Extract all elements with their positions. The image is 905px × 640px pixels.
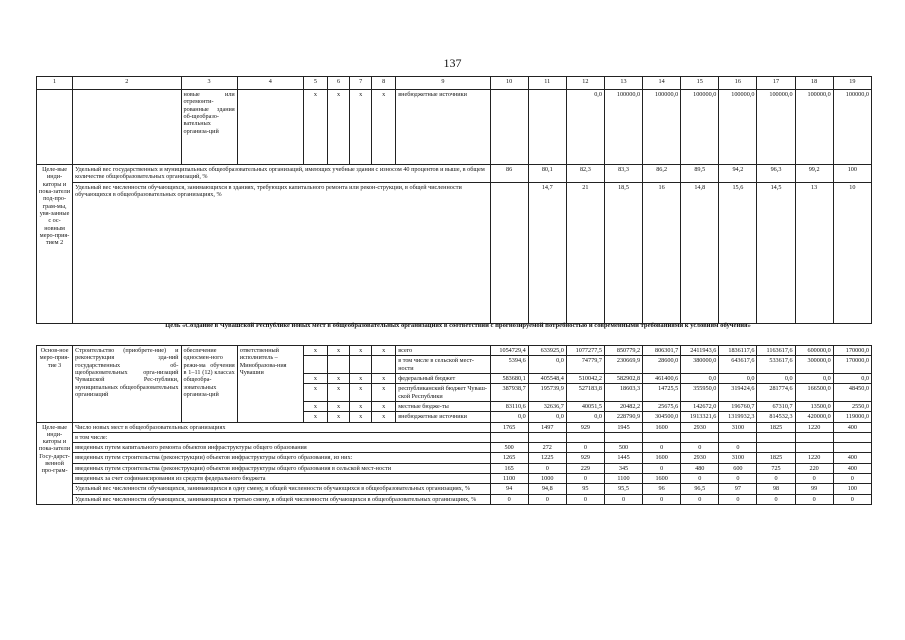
value-cell: 0,0 xyxy=(490,412,528,422)
column-number: 12 xyxy=(566,77,604,90)
value-cell: 1077277,5 xyxy=(566,346,604,356)
value-cell: 16 xyxy=(643,182,681,323)
funding-source: внебюджетные источники xyxy=(396,412,490,422)
value-cell xyxy=(490,90,528,165)
value-cell: 2550,0 xyxy=(833,401,871,411)
value-cell: 0,0 xyxy=(528,356,566,374)
funding-source: внебюджетные источники xyxy=(396,90,490,165)
value-cell: 533617,6 xyxy=(757,356,795,374)
mark-cell xyxy=(303,356,327,374)
funding-source: местные бюдже-ты xyxy=(396,401,490,411)
indicator-row xyxy=(37,443,872,453)
value-cell: 0,0 xyxy=(833,373,871,383)
value-cell: 99 xyxy=(795,484,833,494)
value-cell: 15,6 xyxy=(719,182,757,323)
column-number: 7 xyxy=(350,77,372,90)
value-cell: 0 xyxy=(681,474,719,484)
value-cell: 0 xyxy=(719,443,757,453)
value-cell: 2930 xyxy=(681,422,719,432)
value-cell: 500 xyxy=(490,443,528,453)
value-cell: 1600 xyxy=(643,422,681,432)
value-cell: 355950,0 xyxy=(681,384,719,402)
mark-cell: х xyxy=(350,373,372,383)
measure-row xyxy=(37,346,872,356)
value-cell: 461400,6 xyxy=(643,373,681,383)
value-cell: 850779,2 xyxy=(604,346,642,356)
value-cell: 0 xyxy=(566,474,604,484)
value-cell: 0 xyxy=(604,494,642,504)
column-number: 2 xyxy=(73,77,181,90)
indicators-label: Целе-вые инди-каторы и пока-затели Госу-дарст-венной про-грам- xyxy=(37,422,73,505)
column-number: 14 xyxy=(643,77,681,90)
mark-cell: х xyxy=(328,373,350,383)
value-cell: 582902,8 xyxy=(604,373,642,383)
value-cell: 583680,1 xyxy=(490,373,528,383)
value-cell: 13500,0 xyxy=(795,401,833,411)
value-cell: 400 xyxy=(833,453,871,463)
indicator-text: Число новых мест в общеобразовательных организациях xyxy=(73,422,490,432)
indicator-text: введенных путем строительства (реконструкции) объектов инфраструктуры общего образования в сельской мест-ности xyxy=(73,463,490,473)
value-cell: 100000,0 xyxy=(604,90,642,165)
value-cell: 165 xyxy=(490,463,528,473)
value-cell: 806301,7 xyxy=(643,346,681,356)
indicator-row xyxy=(37,432,872,442)
value-cell: 0,0 xyxy=(681,373,719,383)
value-cell xyxy=(795,443,833,453)
column-number: 10 xyxy=(490,77,528,90)
value-cell: 929 xyxy=(566,422,604,432)
value-cell: 1945 xyxy=(604,422,642,432)
indicator-text: Удельный вес численности обучающихся, занимающихся в зданиях, требующих капитального ремонта или рекон-струкции, в общей численности обучающихся в общеобразовательных организациях, % xyxy=(73,182,490,323)
funding-source: в том числе в сельской мест-ности xyxy=(396,356,490,374)
value-cell: 0,0 xyxy=(719,373,757,383)
value-cell: 0 xyxy=(643,443,681,453)
indicator-row xyxy=(37,484,872,494)
funding-source: республиканский бюджет Чуваш-ской Республики xyxy=(396,384,490,402)
indicator-row xyxy=(37,453,872,463)
value-cell: 96 xyxy=(643,484,681,494)
empty-cell xyxy=(37,90,73,165)
funding-source: федеральный бюджет xyxy=(396,373,490,383)
value-cell: 1600 xyxy=(643,474,681,484)
value-cell: 814532,3 xyxy=(757,412,795,422)
value-cell: 1600 xyxy=(643,453,681,463)
value-cell: 100000,0 xyxy=(643,90,681,165)
measure-name: Строительство (приобрете-ние) и реконструкция зда-ний государственных об-щеобразовательных орга-низаций Чувашской Рес-публики, муниципальных общеобразовательных организаций xyxy=(73,346,181,423)
column-number: 3 xyxy=(181,77,237,90)
value-cell: 95 xyxy=(566,484,604,494)
value-cell xyxy=(643,432,681,442)
value-cell: 67310,7 xyxy=(757,401,795,411)
value-cell: 405548,4 xyxy=(528,373,566,383)
table-row xyxy=(37,90,872,165)
value-cell: 1000 xyxy=(528,474,566,484)
goal-title: Цель «Создание в Чувашской Республике новых мест в общеобразовательных организациях в соответствии с прогнозируемой потребностью и современными требованиями к условиям обучения» xyxy=(165,322,751,329)
indicator-row xyxy=(37,463,872,473)
value-cell: 228790,9 xyxy=(604,412,642,422)
mark-cell: х xyxy=(372,412,396,422)
value-cell xyxy=(490,182,528,323)
value-cell: 1836117,6 xyxy=(719,346,757,356)
indicator-row xyxy=(37,165,872,183)
funding-source: всего xyxy=(396,346,490,356)
value-cell xyxy=(604,432,642,442)
column-number: 6 xyxy=(328,77,350,90)
value-cell: 633925,0 xyxy=(528,346,566,356)
value-cell xyxy=(490,432,528,442)
mark-cell: х xyxy=(350,346,372,356)
value-cell: 0 xyxy=(681,443,719,453)
value-cell: 0 xyxy=(719,494,757,504)
value-cell: 527183,8 xyxy=(566,384,604,402)
value-cell: 0 xyxy=(795,494,833,504)
value-cell: 0 xyxy=(719,474,757,484)
value-cell: 1497 xyxy=(528,422,566,432)
indicator-text: Удельный вес государственных и муниципальных общеобразовательных организаций, имеющих учебные здания с износом 40 процентов и выше, в общем количестве общеобразовательных организаций, % xyxy=(73,165,490,183)
value-cell: 929 xyxy=(566,453,604,463)
value-cell xyxy=(795,432,833,442)
value-cell: 0 xyxy=(681,494,719,504)
value-cell: 89,5 xyxy=(681,165,719,183)
value-cell: 1825 xyxy=(757,453,795,463)
value-cell: 1220 xyxy=(795,422,833,432)
indicator-text: введенных за счет софинансирования из средств федерального бюджета xyxy=(73,474,490,484)
indicator-row xyxy=(37,422,872,432)
value-cell: 10 xyxy=(833,182,871,323)
value-cell: 229 xyxy=(566,463,604,473)
value-cell: 1765 xyxy=(490,422,528,432)
value-cell: 0 xyxy=(643,494,681,504)
value-cell: 1265 xyxy=(490,453,528,463)
value-cell: 0 xyxy=(643,463,681,473)
value-cell xyxy=(528,432,566,442)
value-cell: 510042,2 xyxy=(566,373,604,383)
column-number: 11 xyxy=(528,77,566,90)
value-cell: 13 xyxy=(795,182,833,323)
value-cell: 387938,7 xyxy=(490,384,528,402)
value-cell: 196760,7 xyxy=(719,401,757,411)
value-cell xyxy=(681,432,719,442)
value-cell: 1100 xyxy=(490,474,528,484)
value-cell: 0 xyxy=(490,494,528,504)
mark-cell xyxy=(328,356,350,374)
column-number: 17 xyxy=(757,77,795,90)
mark-cell: х xyxy=(303,90,327,165)
value-cell: 0 xyxy=(528,463,566,473)
value-cell: 300000,0 xyxy=(795,356,833,374)
value-cell: 0 xyxy=(757,494,795,504)
value-cell: 400 xyxy=(833,422,871,432)
value-cell: 97 xyxy=(719,484,757,494)
value-cell xyxy=(833,443,871,453)
value-cell: 0,0 xyxy=(566,90,604,165)
mark-cell xyxy=(372,356,396,374)
value-cell: 80,1 xyxy=(528,165,566,183)
measure-label: Основ-ное меро-прия-тие 3 xyxy=(37,346,73,423)
column-number: 19 xyxy=(833,77,871,90)
indicator-text: в том числе: xyxy=(73,432,490,442)
value-cell: 142672,0 xyxy=(681,401,719,411)
value-cell: 345 xyxy=(604,463,642,473)
value-cell: 32636,7 xyxy=(528,401,566,411)
column-number: 18 xyxy=(795,77,833,90)
indicator-text: введенных путем строительства (реконструкции) объектов инфраструктуры общего образования, из них: xyxy=(73,453,490,463)
indicator-row xyxy=(37,494,872,504)
value-cell: 100 xyxy=(833,165,871,183)
value-cell: 195739,9 xyxy=(528,384,566,402)
column-number: 5 xyxy=(303,77,327,90)
responsible-executor: ответственный исполнитель – Минобразова-ния Чувашии xyxy=(237,346,303,423)
program-table-bottom xyxy=(36,345,872,505)
value-cell xyxy=(528,90,566,165)
value-cell: 18603,3 xyxy=(604,384,642,402)
indicator-row xyxy=(37,474,872,484)
value-cell: 272 xyxy=(528,443,566,453)
value-cell: 0 xyxy=(833,494,871,504)
value-cell: 3100 xyxy=(719,453,757,463)
value-cell: 0 xyxy=(833,474,871,484)
object-cell: новые или отремонти-рованные здания об-щеобразо-вательных организа-ций xyxy=(181,90,237,165)
value-cell: 1100 xyxy=(604,474,642,484)
value-cell: 0 xyxy=(795,474,833,484)
value-cell: 170000,0 xyxy=(833,346,871,356)
measure-result: обеспечение односмен-ного режи-ма обучения в 1–11 (12) классах общеобра-зовательных организа-ций xyxy=(181,346,237,423)
mark-cell: х xyxy=(303,401,327,411)
value-cell: 304500,0 xyxy=(643,412,681,422)
value-cell: 0,0 xyxy=(757,373,795,383)
value-cell: 18,5 xyxy=(604,182,642,323)
value-cell: 380000,0 xyxy=(681,356,719,374)
value-cell: 99,2 xyxy=(795,165,833,183)
value-cell: 94,2 xyxy=(719,165,757,183)
value-cell: 25675,6 xyxy=(643,401,681,411)
mark-cell: х xyxy=(350,90,372,165)
indicator-text: Удельный вес численности обучающихся, занимающихся в третью смену, в общей численности обучающихся в общеобразовательных организациях, % xyxy=(73,494,490,504)
value-cell: 94 xyxy=(490,484,528,494)
value-cell: 40051,5 xyxy=(566,401,604,411)
value-cell: 0 xyxy=(528,494,566,504)
column-number: 13 xyxy=(604,77,642,90)
indicators-label: Целе-вые инди-каторы и пока-затели под-про-грам-мы, увя-занные с ос-новным меро-прия-тием 2 xyxy=(37,165,73,324)
value-cell: 230669,9 xyxy=(604,356,642,374)
value-cell: 14,7 xyxy=(528,182,566,323)
value-cell: 0 xyxy=(566,443,604,453)
indicator-text: Удельный вес численности обучающихся, занимающихся в одну смену, в общей численности обучающихся в общеобразовательных организациях, % xyxy=(73,484,490,494)
value-cell: 420000,0 xyxy=(795,412,833,422)
value-cell: 14725,5 xyxy=(643,384,681,402)
value-cell: 83110,6 xyxy=(490,401,528,411)
value-cell: 3100 xyxy=(719,422,757,432)
value-cell: 1445 xyxy=(604,453,642,463)
value-cell: 600000,0 xyxy=(795,346,833,356)
mark-cell: х xyxy=(350,412,372,422)
value-cell: 1220 xyxy=(795,453,833,463)
mark-cell: х xyxy=(303,412,327,422)
column-number: 9 xyxy=(396,77,490,90)
value-cell: 319424,6 xyxy=(719,384,757,402)
value-cell: 14,5 xyxy=(757,182,795,323)
mark-cell: х xyxy=(328,346,350,356)
value-cell: 0,0 xyxy=(795,373,833,383)
value-cell: 1825 xyxy=(757,422,795,432)
column-number: 4 xyxy=(237,77,303,90)
value-cell: 100000,0 xyxy=(719,90,757,165)
header-row xyxy=(37,77,872,90)
mark-cell: х xyxy=(328,412,350,422)
value-cell xyxy=(719,432,757,442)
value-cell: 100000,0 xyxy=(833,90,871,165)
mark-cell: х xyxy=(328,90,350,165)
value-cell: 83,3 xyxy=(604,165,642,183)
value-cell: 86,2 xyxy=(643,165,681,183)
value-cell: 220 xyxy=(795,463,833,473)
column-number: 1 xyxy=(37,77,73,90)
value-cell: 170000,0 xyxy=(833,356,871,374)
value-cell: 95,5 xyxy=(604,484,642,494)
value-cell: 48450,0 xyxy=(833,384,871,402)
value-cell xyxy=(833,432,871,442)
value-cell xyxy=(566,432,604,442)
value-cell: 1319932,3 xyxy=(719,412,757,422)
value-cell: 119000,0 xyxy=(833,412,871,422)
value-cell: 0,0 xyxy=(528,412,566,422)
value-cell: 1054729,4 xyxy=(490,346,528,356)
value-cell: 86 xyxy=(490,165,528,183)
program-table-top xyxy=(36,76,872,324)
mark-cell: х xyxy=(372,346,396,356)
value-cell: 2930 xyxy=(681,453,719,463)
value-cell: 28600,0 xyxy=(643,356,681,374)
value-cell: 100 xyxy=(833,484,871,494)
value-cell: 74779,7 xyxy=(566,356,604,374)
value-cell: 1913321,6 xyxy=(681,412,719,422)
value-cell: 94,8 xyxy=(528,484,566,494)
mark-cell: х xyxy=(303,346,327,356)
indicator-row xyxy=(37,182,872,323)
value-cell: 100000,0 xyxy=(757,90,795,165)
value-cell: 0 xyxy=(757,474,795,484)
value-cell: 643617,6 xyxy=(719,356,757,374)
value-cell: 725 xyxy=(757,463,795,473)
mark-cell xyxy=(350,356,372,374)
mark-cell: х xyxy=(372,373,396,383)
value-cell xyxy=(757,443,795,453)
value-cell: 281774,6 xyxy=(757,384,795,402)
value-cell: 400 xyxy=(833,463,871,473)
value-cell: 1225 xyxy=(528,453,566,463)
value-cell: 21 xyxy=(566,182,604,323)
mark-cell: х xyxy=(350,384,372,402)
value-cell: 98 xyxy=(757,484,795,494)
page-number: 137 xyxy=(443,56,462,70)
value-cell: 500 xyxy=(604,443,642,453)
mark-cell: х xyxy=(303,373,327,383)
value-cell: 2411943,6 xyxy=(681,346,719,356)
mark-cell: х xyxy=(350,401,372,411)
value-cell: 166500,0 xyxy=(795,384,833,402)
column-number: 15 xyxy=(681,77,719,90)
value-cell: 100000,0 xyxy=(681,90,719,165)
value-cell: 20482,2 xyxy=(604,401,642,411)
value-cell: 82,3 xyxy=(566,165,604,183)
column-number: 16 xyxy=(719,77,757,90)
empty-cell xyxy=(237,90,303,165)
value-cell: 0,0 xyxy=(566,412,604,422)
mark-cell: х xyxy=(372,401,396,411)
mark-cell: х xyxy=(372,90,396,165)
value-cell xyxy=(757,432,795,442)
mark-cell: х xyxy=(372,384,396,402)
mark-cell: х xyxy=(303,384,327,402)
value-cell: 96,5 xyxy=(681,484,719,494)
value-cell: 96,3 xyxy=(757,165,795,183)
value-cell: 100000,0 xyxy=(795,90,833,165)
mark-cell: х xyxy=(328,384,350,402)
column-number: 8 xyxy=(372,77,396,90)
value-cell: 480 xyxy=(681,463,719,473)
value-cell: 5394,6 xyxy=(490,356,528,374)
indicator-text: введенных путем капитального ремонта объектов инфраструктуры общего образования xyxy=(73,443,490,453)
mark-cell: х xyxy=(328,401,350,411)
value-cell: 14,8 xyxy=(681,182,719,323)
value-cell: 0 xyxy=(566,494,604,504)
value-cell: 1163617,6 xyxy=(757,346,795,356)
value-cell: 600 xyxy=(719,463,757,473)
empty-cell xyxy=(73,90,181,165)
